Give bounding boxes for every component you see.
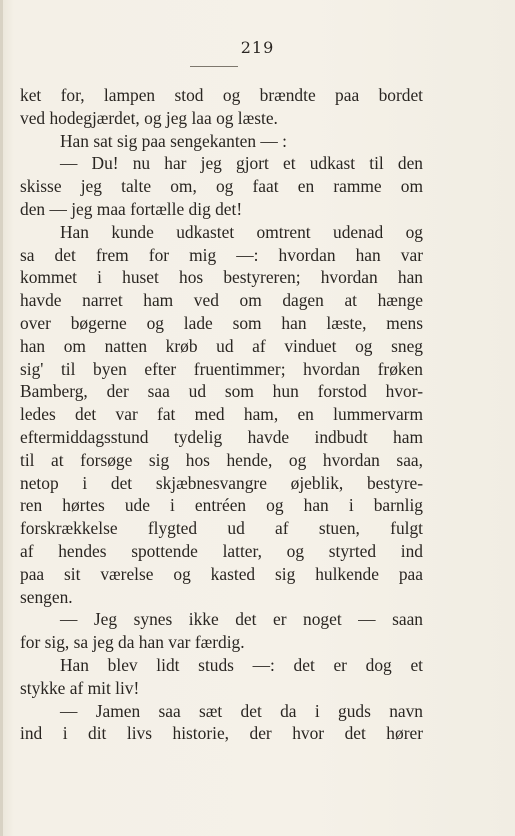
- text-line: — Jeg synes ikke det er noget — saan: [60, 609, 423, 630]
- text-line: ledes det var fat med ham, en lummervarm: [20, 404, 423, 425]
- page-number: 219: [240, 38, 275, 57]
- text-line: sig' til byen efter fruentimmer; hvordan frøken: [20, 358, 423, 379]
- text-line: for sig, sa jeg da han var færdig.: [20, 632, 245, 653]
- text-line: Bamberg, der saa ud som hun forstod hvor-: [20, 381, 423, 402]
- text-line: eftermiddagsstund tydelig havde indbudt ham: [20, 426, 423, 447]
- text-line: til at forsøge sig hos hende, og hvordan saa,: [20, 449, 423, 470]
- text-line: kommet i huset hos bestyreren; hvordan han: [20, 267, 423, 288]
- text-line: ket for, lampen stod og brændte paa bordet: [20, 85, 423, 105]
- text-line: ren hørtes ude i entréen og han i barnlig: [20, 495, 423, 516]
- text-line: sengen.: [20, 586, 73, 607]
- text-line: skisse jeg talte om, og faat en ramme om: [20, 176, 423, 197]
- text-line: — Du! nu har jeg gjort et udkast til den: [60, 153, 423, 174]
- header-rule: [190, 66, 238, 67]
- text-line: Han blev lidt studs —: det er dog et: [60, 654, 423, 675]
- text-line: sa det frem for mig —: hvordan han var: [20, 244, 423, 265]
- text-line: forskrækkelse flygted ud af stuen, fulgt: [20, 518, 423, 539]
- text-line: havde narret ham ved om dagen at hænge: [20, 290, 423, 311]
- text-line: netop i det skjæbnesvangre øjeblik, bestyre-: [20, 472, 423, 493]
- body-text: [20, 84, 423, 745]
- text-line: paa sit værelse og kasted sig hulkende paa: [20, 563, 423, 584]
- text-line: Han sat sig paa sengekanten — :: [60, 130, 287, 151]
- text-line: han om natten krøb ud af vinduet og sneg: [20, 335, 423, 356]
- text-line: ind i dit livs historie, der hvor det hører: [20, 723, 423, 744]
- text-line: Han kunde udkastet omtrent udenad og: [60, 221, 423, 242]
- text-line: ved hodegjærdet, og jeg laa og læste.: [20, 107, 278, 128]
- text-line: stykke af mit liv!: [20, 677, 140, 698]
- text-line: over bøgerne og lade som han læste, mens: [20, 312, 423, 333]
- text-line: — Jamen saa sæt det da i guds navn: [60, 700, 423, 721]
- page-edge-shadow: [0, 0, 3, 836]
- text-line: den — jeg maa fortælle dig det!: [20, 198, 243, 219]
- text-line: af hendes spottende latter, og styrted ind: [20, 540, 423, 561]
